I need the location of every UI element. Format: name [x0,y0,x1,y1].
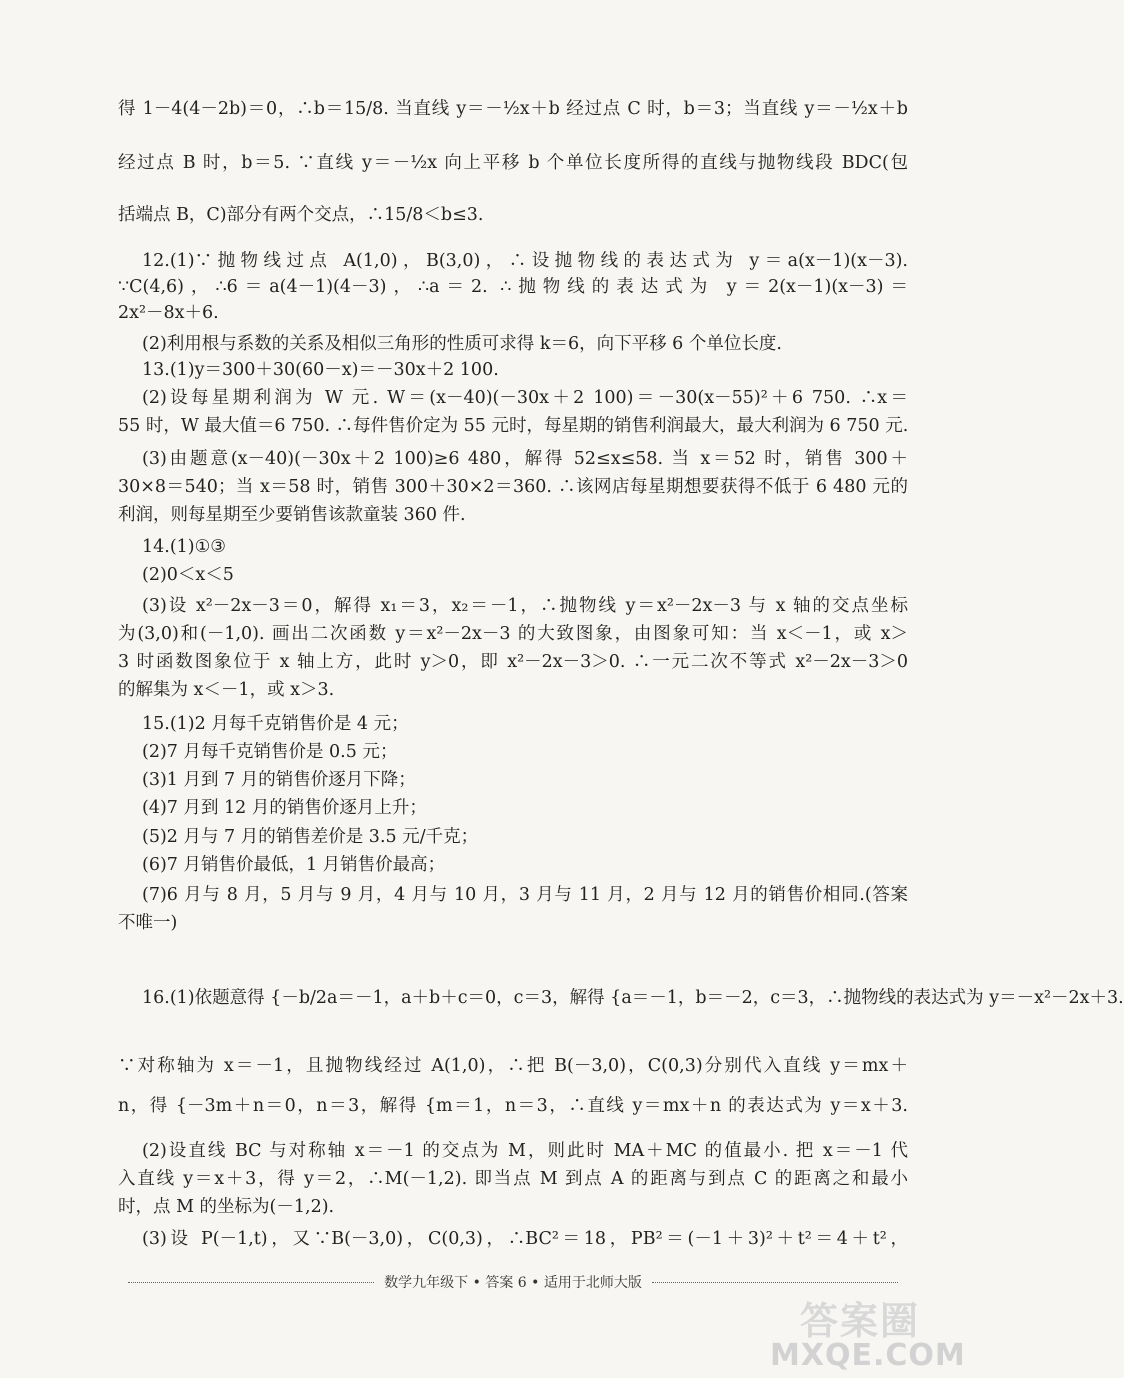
text-line: (3)设 x²－2x－3＝0，解得 x₁＝3，x₂＝－1，∴抛物线 y＝x²－2x－3 与 x 轴的交点坐标 [142,596,908,616]
text-line: (4)7 月到 12 月的销售价逐月上升； [142,798,427,818]
text-line: 13.(1)y＝300＋30(60－x)＝－30x＋2 100. [142,360,499,380]
text-line: (2)利用根与系数的关系及相似三角形的性质可求得 k＝6，向下平移 6 个单位长度. [142,334,782,354]
text-line: 12.(1)∵抛物线过点 A(1,0)，B(3,0)，∴设抛物线的表达式为 y＝a(x－1)(x－3). [142,251,908,271]
text-line: 的解集为 x＜－1，或 x＞3. [118,680,335,700]
text-line: 得 1－4(4－2b)＝0，∴b＝15/8. 当直线 y＝－½x＋b 经过点 C 时，b＝3；当直线 y＝－½x＋b [118,99,908,119]
text-line: 15.(1)2 月每千克销售价是 4 元； [142,714,409,734]
watermark-logo: 答案圈 [800,1299,921,1343]
text-line: 括端点 B，C)部分有两个交点，∴15/8＜b≤3. [118,205,484,225]
page-footer [118,1272,908,1292]
text-line: (3)由题意(x－40)(－30x＋2 100)≥6 480，解得 52≤x≤58. 当 x＝52 时，销售 300＋ [142,449,908,469]
text-line: 经过点 B 时，b＝5. ∵直线 y＝－½x 向上平移 b 个单位长度所得的直线与抛物线段 BDC(包 [118,153,908,173]
text-line: (2)0＜x＜5 [142,565,234,585]
footer-dotted-rule [128,1282,374,1283]
text-line: (2)7 月每千克销售价是 0.5 元； [142,742,398,762]
text-line: 不唯一) [118,913,178,933]
text-line: 时，点 M 的坐标为(－1,2). [118,1197,335,1217]
text-line: 14.(1)①③ [142,537,226,557]
text-line: 利润，则每星期至少要销售该款童装 360 件. [118,505,466,525]
footer-text: 数学九年级下 • 答案 6 • 适用于北师大版 [384,1275,642,1291]
text-line: ∵对称轴为 x＝－1，且抛物线经过 A(1,0)，∴把 B(－3,0)，C(0,3)分别代入直线 y＝mx＋ [118,1056,908,1076]
watermark-url: MXQE.COM [770,1338,966,1373]
text-line: n，得 {－3m＋n＝0，n＝3，解得 {m＝1，n＝3，∴直线 y＝mx＋n 的表达式为 y＝x＋3. [118,1096,908,1116]
text-line: (7)6 月与 8 月，5 月与 9 月，4 月与 10 月，3 月与 11 月，2 月与 12 月的销售价相同.(答案 [142,885,908,905]
text-line: 2x²－8x＋6. [118,303,219,323]
text-line: 55 时，W 最大值＝6 750. ∴每件售价定为 55 元时，每星期的销售利润最大，最大利润为 6 750 元. [118,416,909,436]
text-line: 3 时函数图象位于 x 轴上方，此时 y＞0，即 x²－2x－3＞0. ∴一元二次不等式 x²－2x－3＞0 [118,652,908,672]
text-line: ∵C(4,6)，∴6＝a(4－1)(4－3)，∴a＝2. ∴抛物线的表达式为 y＝2(x－1)(x－3)＝ [118,277,908,297]
text-line: 为(3,0)和(－1,0). 画出二次函数 y＝x²－2x－3 的大致图象，由图象可知：当 x＜－1，或 x＞ [118,624,908,644]
text-line: (2)设直线 BC 与对称轴 x＝－1 的交点为 M，则此时 MA＋MC 的值最小. 把 x＝－1 代 [142,1141,908,1161]
text-line: (6)7 月销售价最低，1 月销售价最高； [142,855,446,875]
text-line: 30×8＝540；当 x＝58 时，销售 300＋30×2＝360. ∴该网店每星期想要获得不低于 6 480 元的 [118,477,908,497]
footer-dotted-rule [652,1282,898,1283]
text-line: 16.(1)依题意得 {－b/2a＝－1，a＋b＋c＝0，c＝3，解得 {a＝－1，b＝－2，c＝3，∴抛物线的表达式为 y＝－x²－2x＋3. [142,988,1124,1008]
text-line: 入直线 y＝x＋3，得 y＝2，∴M(－1,2). 即当点 M 到点 A 的距离与到点 C 的距离之和最小 [118,1169,908,1189]
text-line: (3)设 P(－1,t)，又∵B(－3,0)，C(0,3)，∴BC²＝18，PB²＝(－1＋3)²＋t²＝4＋t²， [142,1229,908,1249]
text-line: (2)设每星期利润为 W 元. W＝(x－40)(－30x＋2 100)＝－30(x－55)²＋6 750. ∴x＝ [142,388,908,408]
text-line: (3)1 月到 7 月的销售价逐月下降； [142,770,416,790]
text-line: (5)2 月与 7 月的销售差价是 3.5 元/千克； [142,827,479,847]
